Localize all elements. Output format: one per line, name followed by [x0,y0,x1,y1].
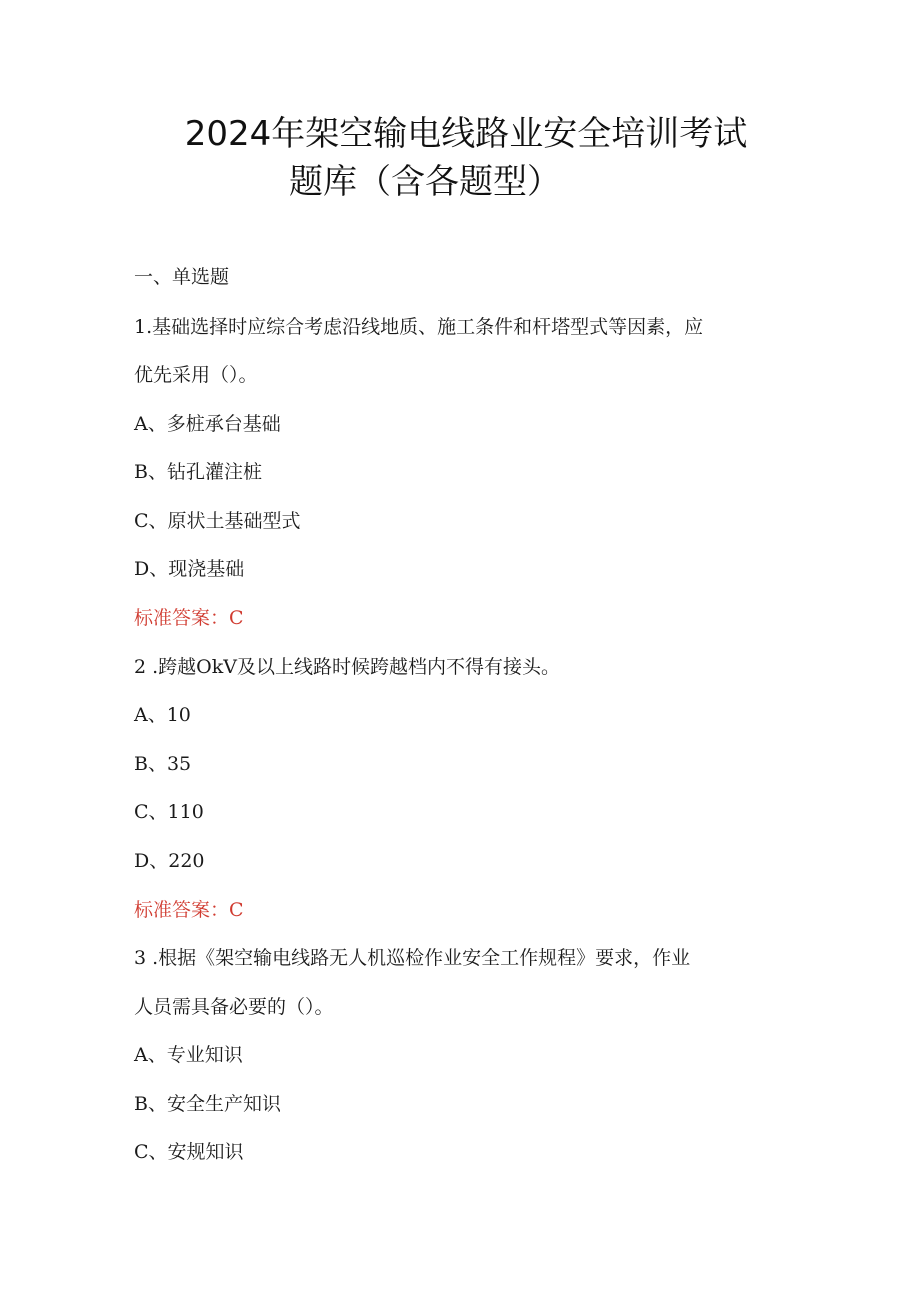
question-3-option-c: C、安规知识 [134,1141,244,1163]
question-1-option-d: D、现浇基础 [134,558,245,580]
question-2-stem-line-1: 2 .跨越OkV及以上线路时候跨越档内不得有接头。 [134,656,560,678]
question-1-answer: 标准答案：C [134,607,244,629]
question-2-option-a: A、10 [134,704,191,726]
question-1-option-b: B、钻孔灌注桩 [134,461,262,483]
section-heading: 一、单选题 [134,266,230,288]
question-2-answer: 标准答案：C [134,899,244,921]
document-title-line-2: 题库（含各题型） [289,162,561,202]
question-3-option-a: A、专业知识 [134,1044,243,1066]
question-1-option-c: C、原状土基础型式 [134,510,301,532]
question-2-option-d: D、220 [134,850,205,872]
question-1-stem-line-2: 优先采用（）。 [134,364,258,386]
question-3-option-b: B、安全生产知识 [134,1093,281,1115]
question-3-stem-line-1: 3 .根据《架空输电线路无人机巡检作业安全工作规程》要求，作业 [134,947,691,969]
document-title-line-1: 2024年架空输电线路业安全培训考试 [184,114,748,154]
question-1-stem-line-1: 1.基础选择时应综合考虑沿线地质、施工条件和杆塔型式等因素，应 [134,316,704,338]
question-2-option-b: B、35 [134,753,192,775]
question-2-option-c: C、110 [134,801,204,823]
question-3-stem-line-2: 人员需具备必要的（）。 [134,996,334,1018]
question-1-option-a: A、多桩承台基础 [134,413,281,435]
